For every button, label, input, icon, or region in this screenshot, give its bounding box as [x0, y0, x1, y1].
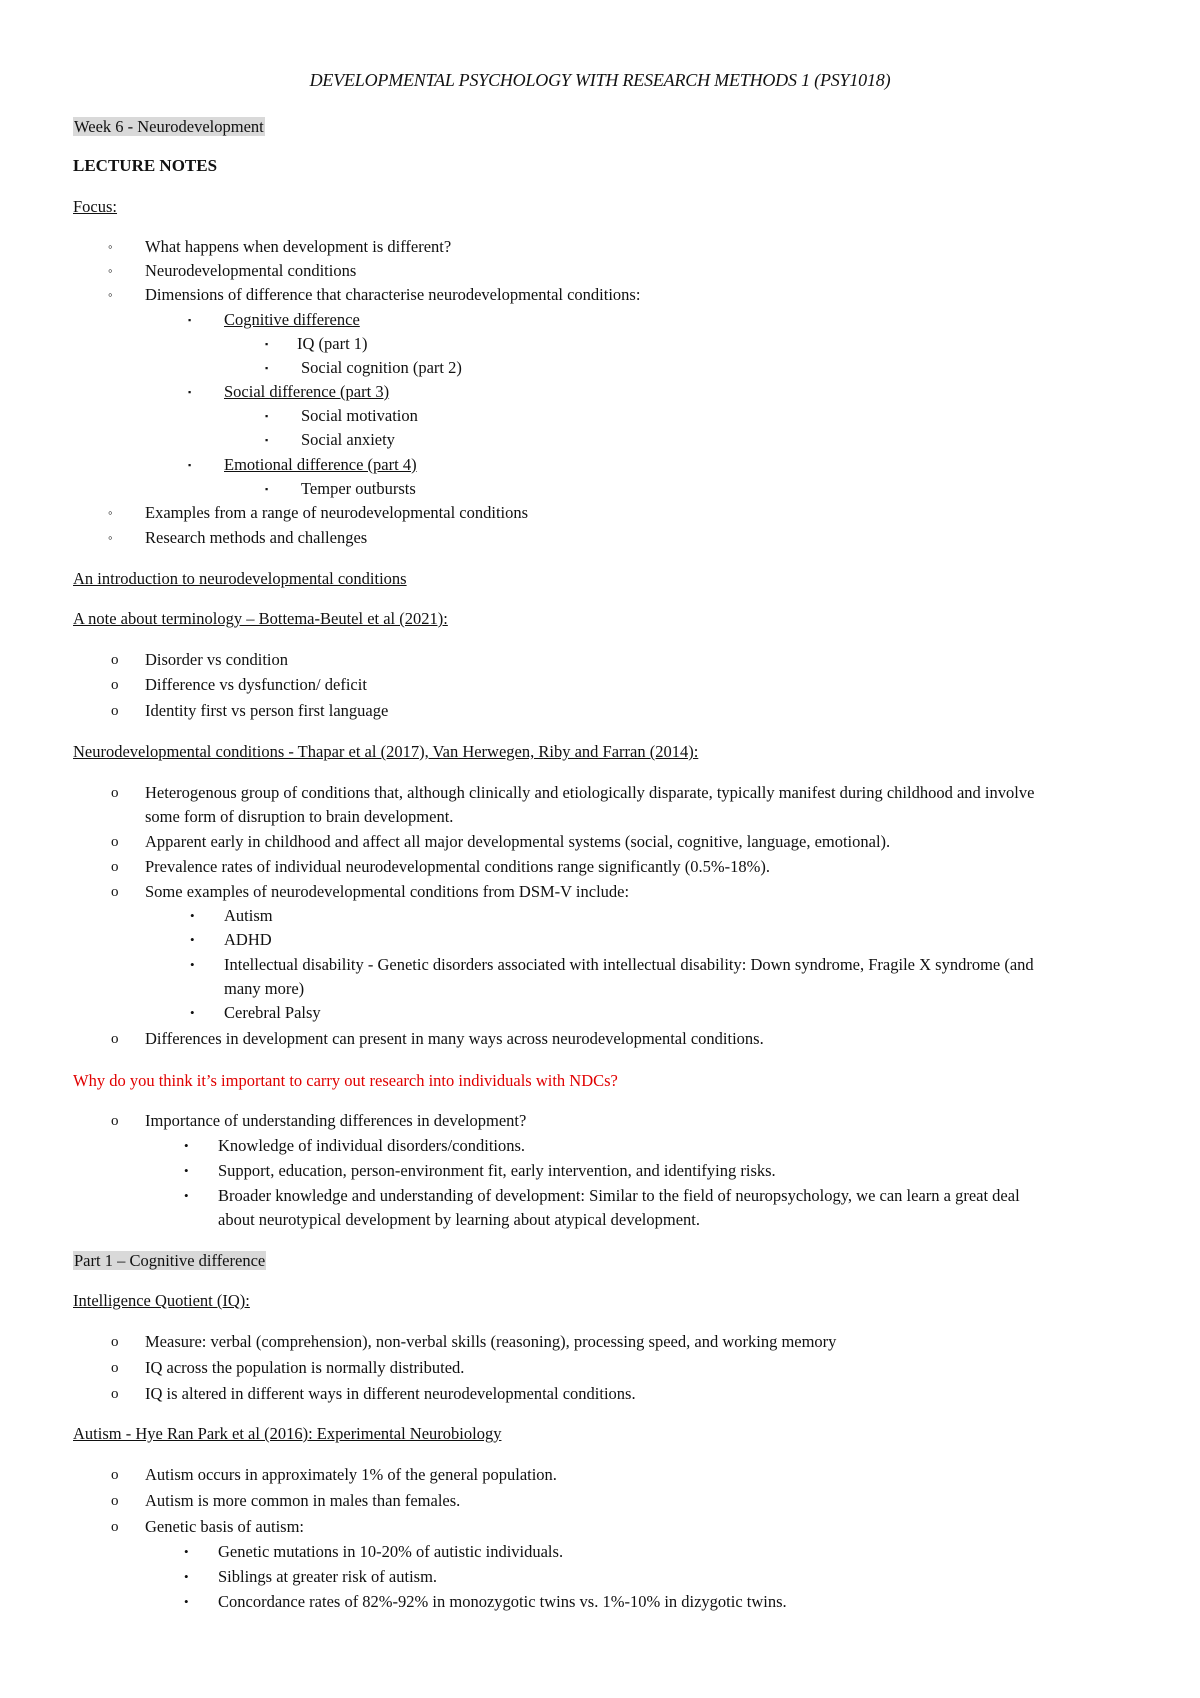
- list-item: Support, education, person-environment fit, early intervention, and identifying risks.: [218, 1161, 776, 1180]
- list-item: Identity first vs person first language: [145, 701, 389, 720]
- list-bullet-o: o: [111, 677, 119, 693]
- section-heading: An introduction to neurodevelopmental conditions: [73, 569, 407, 588]
- document-title: DEVELOPMENTAL PSYCHOLOGY WITH RESEARCH METHODS 1 (PSY1018): [309, 70, 891, 90]
- list-item: Disorder vs condition: [145, 650, 288, 669]
- list-item: Examples from a range of neurodevelopmental conditions: [145, 503, 529, 522]
- list-bullet-o: o: [111, 1386, 119, 1402]
- list-item: Siblings at greater risk of autism.: [218, 1567, 438, 1586]
- list-bullet-o: o: [111, 1467, 119, 1483]
- list-item: What happens when development is different?: [145, 237, 452, 256]
- list-bullet-dot: •: [184, 1594, 189, 1609]
- list-bullet-dot: •: [184, 1188, 189, 1203]
- list-item: Social anxiety: [301, 430, 395, 449]
- list-bullet-dot: •: [190, 957, 195, 972]
- list-item: Social cognition (part 2): [301, 358, 462, 377]
- section-heading: A note about terminology – Bottema-Beutel et al (2021):: [73, 609, 448, 628]
- list-item: Autism: [224, 906, 273, 925]
- lecture-heading: LECTURE NOTES: [73, 156, 218, 175]
- list-bullet-dot: •: [184, 1138, 189, 1153]
- list-item: Differences in development can present in many ways across neurodevelopmental conditions.: [145, 1029, 764, 1048]
- list-item: Genetic basis of autism:: [145, 1517, 305, 1536]
- list-item: Autism occurs in approximately 1% of the general population.: [145, 1465, 557, 1484]
- list-item: Dimensions of difference that characterise neurodevelopmental conditions:: [145, 285, 641, 304]
- list-item: IQ is altered in different ways in different neurodevelopmental conditions.: [145, 1384, 636, 1403]
- list-bullet-o: o: [111, 1493, 119, 1509]
- list-item: Apparent early in childhood and affect all major developmental systems (social, cognitive, language, emotional).: [145, 832, 891, 851]
- list-bullet-o: o: [111, 1031, 119, 1047]
- list-item: Cerebral Palsy: [224, 1003, 321, 1022]
- list-bullet-ring: ◦: [108, 505, 113, 520]
- section-heading: Intelligence Quotient (IQ):: [73, 1291, 250, 1310]
- list-item: IQ (part 1): [297, 334, 368, 353]
- part1-heading: Part 1 – Cognitive difference: [74, 1251, 266, 1270]
- list-bullet-square: ▪: [265, 435, 269, 445]
- list-item: Some examples of neurodevelopmental conditions from DSM-V include:: [145, 882, 630, 901]
- list-bullet-square: ▪: [188, 315, 192, 325]
- list-item-continuation: many more): [224, 979, 305, 998]
- list-bullet-dot: •: [184, 1569, 189, 1584]
- list-bullet-ring: ◦: [108, 287, 113, 302]
- list-bullet-ring: ◦: [108, 530, 113, 545]
- list-item: Importance of understanding differences in development?: [145, 1111, 527, 1130]
- list-item: Neurodevelopmental conditions: [145, 261, 357, 280]
- list-item: Social difference (part 3): [224, 382, 390, 401]
- section-heading: Autism - Hye Ran Park et al (2016): Experimental Neurobiology: [73, 1424, 502, 1443]
- list-bullet-ring: ◦: [108, 239, 113, 254]
- list-item: Genetic mutations in 10-20% of autistic individuals.: [218, 1542, 564, 1561]
- list-item: Concordance rates of 82%-92% in monozygotic twins vs. 1%-10% in dizygotic twins.: [218, 1592, 787, 1611]
- list-bullet-o: o: [111, 834, 119, 850]
- list-item: Autism is more common in males than females.: [145, 1491, 461, 1510]
- list-bullet-o: o: [111, 884, 119, 900]
- list-bullet-square: ▪: [265, 339, 269, 349]
- focus-heading: Focus:: [73, 197, 118, 216]
- list-bullet-dot: •: [184, 1544, 189, 1559]
- list-item: Intellectual disability - Genetic disorders associated with intellectual disability: Down syndrome, Fragile X syndrome (and: [224, 955, 1034, 974]
- list-bullet-o: o: [111, 1360, 119, 1376]
- list-item: Cognitive difference: [224, 310, 360, 329]
- list-item: Emotional difference (part 4): [224, 455, 417, 474]
- list-bullet-dot: •: [184, 1163, 189, 1178]
- list-item: Research methods and challenges: [145, 528, 368, 547]
- list-bullet-o: o: [111, 652, 119, 668]
- list-item: Social motivation: [301, 406, 418, 425]
- research-question: Why do you think it’s important to carry out research into individuals with NDCs?: [73, 1071, 618, 1090]
- list-bullet-square: ▪: [188, 387, 192, 397]
- week-label: Week 6 - Neurodevelopment: [74, 117, 264, 136]
- list-bullet-o: o: [111, 703, 119, 719]
- list-item: Broader knowledge and understanding of development: Similar to the field of neuropsychology, we can learn a great deal: [218, 1186, 1020, 1205]
- list-bullet-square: ▪: [265, 411, 269, 421]
- list-bullet-o: o: [111, 1113, 119, 1129]
- list-item: ADHD: [224, 930, 272, 949]
- list-bullet-dot: •: [190, 1005, 195, 1020]
- list-item: Difference vs dysfunction/ deficit: [145, 675, 367, 694]
- list-item: Measure: verbal (comprehension), non-verbal skills (reasoning), processing speed, and working memory: [145, 1332, 837, 1351]
- list-bullet-square: ▪: [265, 363, 269, 373]
- list-bullet-o: o: [111, 785, 119, 801]
- list-bullet-o: o: [111, 1519, 119, 1535]
- list-bullet-o: o: [111, 859, 119, 875]
- list-item: Knowledge of individual disorders/conditions.: [218, 1136, 526, 1155]
- list-item: Prevalence rates of individual neurodevelopmental conditions range significantly (0.5%-18%).: [145, 857, 770, 876]
- list-bullet-ring: ◦: [108, 263, 113, 278]
- list-bullet-dot: •: [190, 908, 195, 923]
- list-bullet-square: ▪: [265, 484, 269, 494]
- list-item: Temper outbursts: [301, 479, 416, 498]
- list-item: IQ across the population is normally distributed.: [145, 1358, 465, 1377]
- list-item-continuation: some form of disruption to brain development.: [145, 807, 454, 826]
- list-bullet-square: ▪: [188, 460, 192, 470]
- list-item: Heterogenous group of conditions that, although clinically and etiologically disparate, typically manifest during childhood and involve: [145, 783, 1035, 802]
- list-bullet-dot: •: [190, 932, 195, 947]
- section-heading: Neurodevelopmental conditions - Thapar et al (2017), Van Herwegen, Riby and Farran (2014):: [73, 742, 699, 761]
- list-bullet-o: o: [111, 1334, 119, 1350]
- list-item-continuation: about neurotypical development by learning about atypical development.: [218, 1210, 701, 1229]
